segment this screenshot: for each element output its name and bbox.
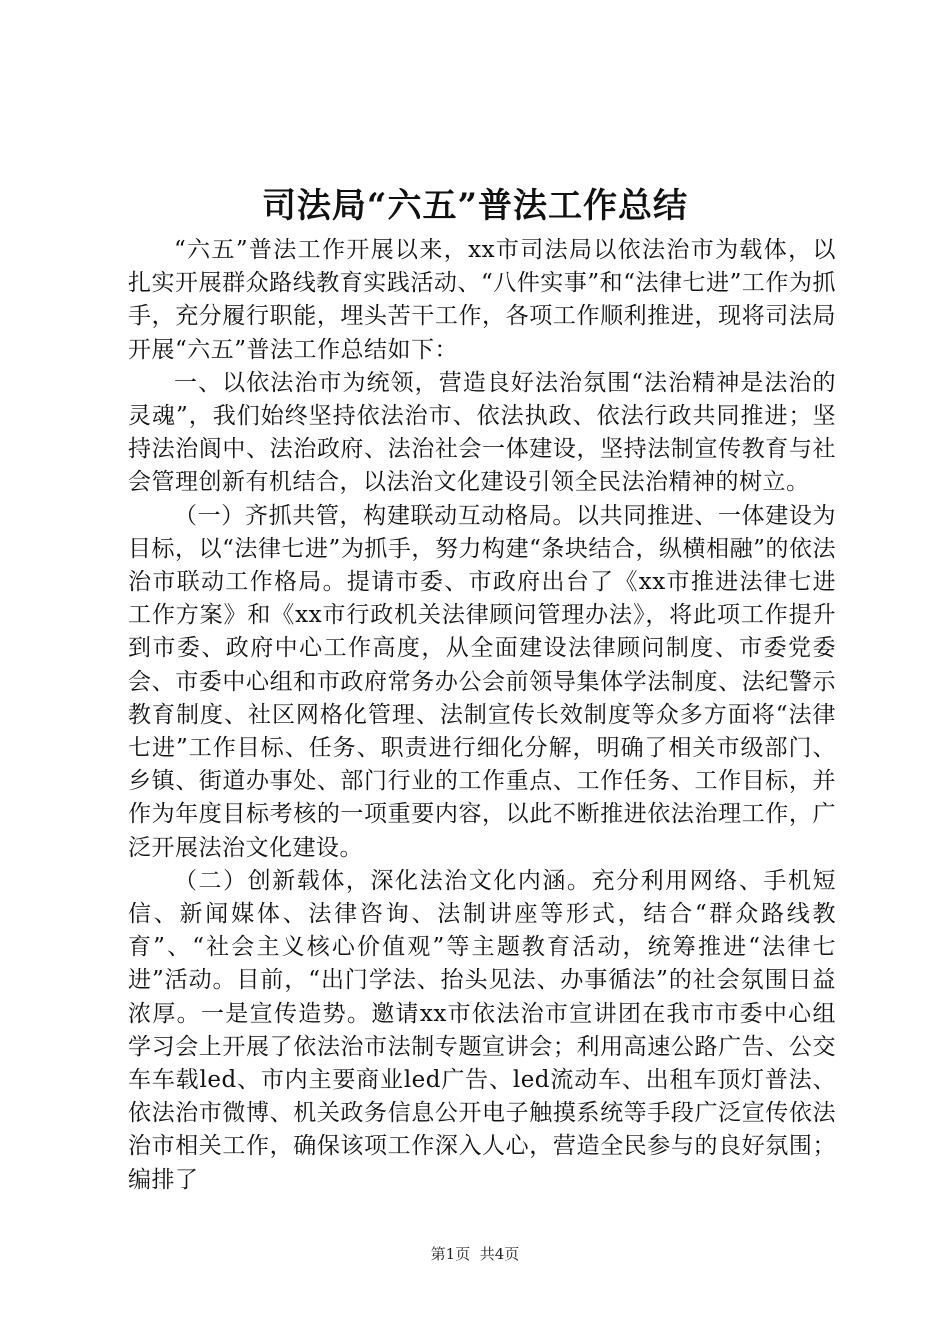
footer-spacer	[470, 1245, 480, 1263]
subsection-two-paragraph: （二）创新载体，深化法治文化内涵。充分利用网络、手机短信、新闻媒体、法律咨询、法制讲座等形式，结合“群众路线教育”、“社会主义核心价值观”等主题教育活动，统筹推进“法律七进”活动。目前，“出门学法、抬头见法、办事循法”的社会氛围日益浓厚。一是宣传造势。邀请xx市依法治市宣讲团在我市市委中心组学习会上开展了依法治市法制专题宣讲会；利用高速公路广告、公交车车载led、市内主要商业led广告、led流动车、出租车顶灯普法、依法治市微博、机关政务信息公开电子触摸系统等手段广泛宣传依法治市相关工作，确保该项工作深入人心，营造全民参与的良好氛围；编排了	[128, 867, 836, 1193]
document-title: 司法局“六五”普法工作总结	[261, 186, 689, 226]
intro-paragraph: “六五”普法工作开展以来，xx市司法局以依法治市为载体，以扎实开展群众路线教育实践活动、“八件实事”和“法律七进”工作为抓手，充分履行职能，埋头苦干工作，各项工作顺利推进，现将司法局开展“六五”普法工作总结如下：	[128, 237, 836, 363]
subsection-one-paragraph: （一）齐抓共管，构建联动互动格局。以共同推进、一体建设为目标，以“法律七进”为抓手，努力构建“条块结合，纵横相融”的依法治市联动工作格局。提请市委、市政府出台了《xx市推进法律七进工作方案》和《xx市行政机关法律顾问管理办法》，将此项工作提升到市委、政府中心工作高度，从全面建设法律顾问制度、市委党委会、市委中心组和市政府常务办公会前领导集体学法制度、法纪警示教育制度、社区网格化管理、法制宣传长效制度等众多方面将“法律七进”工作目标、任务、职责进行细化分解，明确了相关市级部门、乡镇、街道办事处、部门行业的工作重点、工作任务、工作目标，并作为年度目标考核的一项重要内容，以此不断推进依法治理工作，广泛开展法治文化建设。	[128, 502, 836, 861]
page-footer	[0, 1244, 950, 1264]
section-one-paragraph: 一、以依法治市为统领，营造良好法治氛围“法治精神是法治的灵魂”，我们始终坚持依法治市、依法执政、依法行政共同推进；坚持法治阆中、法治政府、法治社会一体建设，坚持法制宣传教育与社会管理创新有机结合，以法治文化建设引领全民法治精神的树立。	[128, 369, 836, 496]
page-number: 第1页	[430, 1245, 471, 1263]
page-total: 共4页	[479, 1245, 520, 1263]
document-body	[128, 234, 836, 1197]
